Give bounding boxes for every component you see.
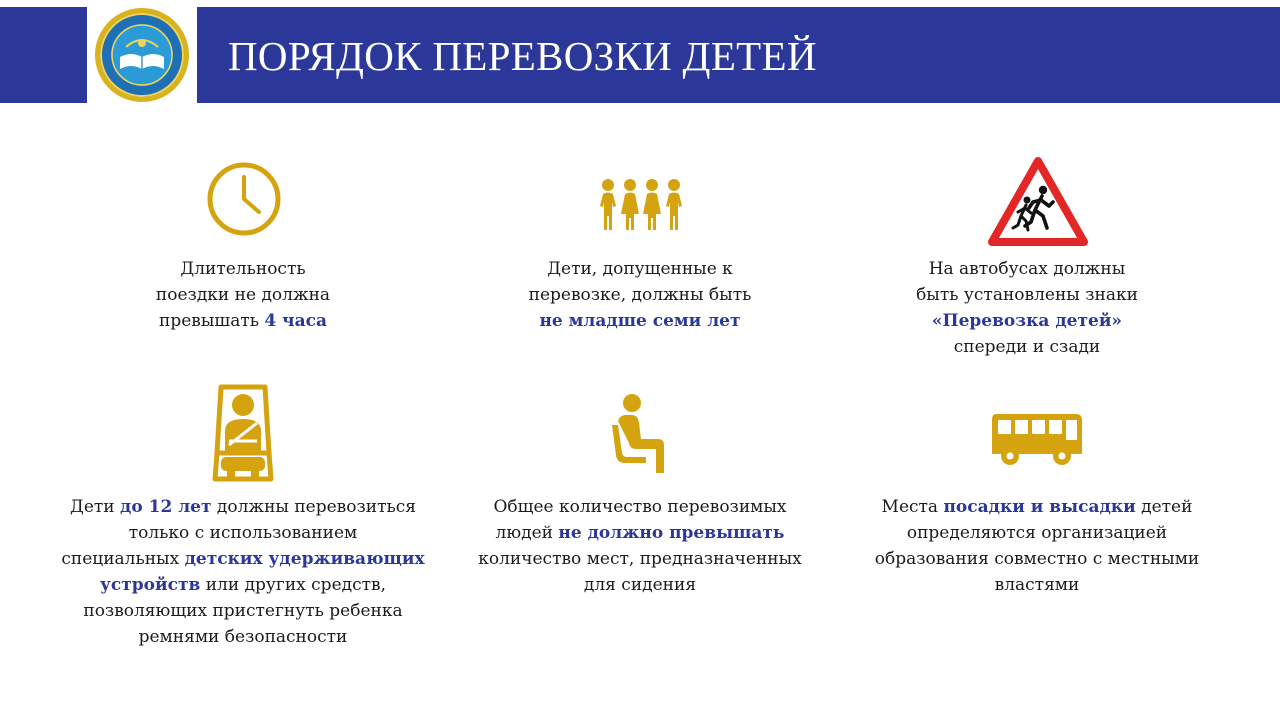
text-segment: Общее количество перевозимых bbox=[493, 497, 787, 517]
highlighted-text: до 12 лет bbox=[120, 497, 212, 517]
text-line bbox=[452, 520, 828, 546]
text-segment: для сидения bbox=[583, 575, 697, 595]
highlighted-text: устройств bbox=[100, 575, 201, 595]
text-segment: Длительность bbox=[180, 259, 306, 279]
clock-icon bbox=[205, 160, 283, 238]
card-trip-duration-text bbox=[93, 256, 393, 334]
text-line bbox=[50, 494, 436, 520]
highlighted-text: не должно превышать bbox=[558, 523, 785, 543]
text-segment: Дети, допущенные к bbox=[547, 259, 733, 279]
highlighted-text: 4 часа bbox=[264, 311, 327, 331]
text-line bbox=[490, 308, 790, 334]
children-crossing-sign-icon bbox=[987, 156, 1089, 248]
text-segment: только с использованием bbox=[128, 523, 358, 543]
text-line bbox=[50, 598, 436, 624]
text-segment: или других средств, bbox=[200, 575, 386, 595]
text-line bbox=[50, 624, 436, 650]
highlighted-text: не младше семи лет bbox=[539, 311, 741, 331]
text-segment: перевозке, должны быть bbox=[528, 285, 752, 305]
text-segment: должны перевозиться bbox=[211, 497, 416, 517]
text-segment: Дети bbox=[70, 497, 121, 517]
highlighted-text: «Перевозка детей» bbox=[931, 311, 1123, 331]
text-segment: спереди и сзади bbox=[953, 337, 1101, 357]
text-line bbox=[452, 494, 828, 520]
text-segment: определяются организацией bbox=[906, 523, 1168, 543]
highlighted-text: посадки и высадки bbox=[943, 497, 1136, 517]
text-line bbox=[842, 494, 1232, 520]
text-line bbox=[93, 308, 393, 334]
text-segment: быть установлены знаки bbox=[916, 285, 1138, 305]
text-segment: людей bbox=[495, 523, 559, 543]
seated-person-icon bbox=[610, 393, 672, 477]
text-line bbox=[842, 520, 1232, 546]
text-segment: количество мест, предназначенных bbox=[478, 549, 802, 569]
children-group-icon bbox=[597, 178, 685, 232]
card-child-restraint-text bbox=[50, 494, 436, 650]
text-segment: ремнями безопасности bbox=[138, 627, 348, 647]
ministry-emblem-logo bbox=[94, 7, 190, 103]
bus-icon bbox=[990, 410, 1084, 466]
card-passenger-limit-text bbox=[452, 494, 828, 598]
text-line bbox=[93, 282, 393, 308]
text-line bbox=[490, 256, 790, 282]
card-boarding-places-text bbox=[842, 494, 1232, 598]
text-segment: На автобусах должны bbox=[928, 259, 1126, 279]
text-line bbox=[50, 572, 436, 598]
child-car-seat-icon bbox=[209, 383, 277, 483]
card-minimum-age-text bbox=[490, 256, 790, 334]
text-line bbox=[877, 256, 1177, 282]
text-segment: позволяющих пристегнуть ребенка bbox=[83, 601, 403, 621]
text-line bbox=[452, 546, 828, 572]
text-line bbox=[50, 520, 436, 546]
text-segment: специальных bbox=[61, 549, 185, 569]
text-line bbox=[877, 282, 1177, 308]
text-segment: образования совместно с местными bbox=[874, 549, 1200, 569]
text-segment: детей bbox=[1135, 497, 1193, 517]
text-line bbox=[93, 256, 393, 282]
highlighted-text: детских удерживающих bbox=[184, 549, 425, 569]
card-bus-signs-text bbox=[877, 256, 1177, 360]
text-segment: Места bbox=[881, 497, 944, 517]
text-segment: поездки не должна bbox=[155, 285, 331, 305]
text-segment: властями bbox=[994, 575, 1080, 595]
text-segment: превышать bbox=[159, 311, 265, 331]
text-line bbox=[842, 546, 1232, 572]
text-line bbox=[452, 572, 828, 598]
page-title: ПОРЯДОК ПЕРЕВОЗКИ ДЕТЕЙ bbox=[228, 33, 817, 79]
text-line bbox=[877, 308, 1177, 334]
text-line bbox=[50, 546, 436, 572]
text-line bbox=[842, 572, 1232, 598]
text-line bbox=[490, 282, 790, 308]
text-line bbox=[877, 334, 1177, 360]
